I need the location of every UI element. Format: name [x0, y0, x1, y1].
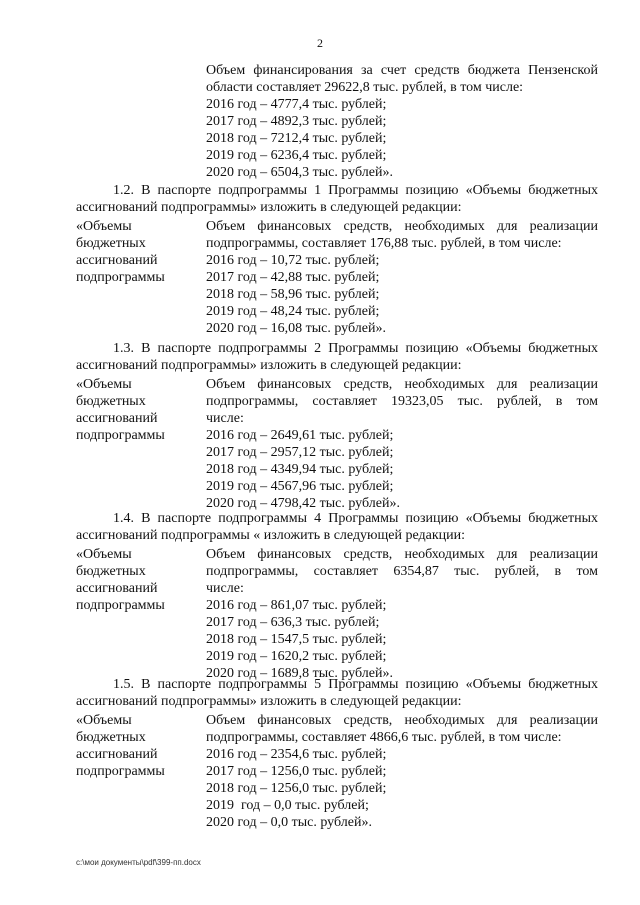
paragraph-line: 1.2. В паспорте подпрограммы 1 Программы позицию «Объемы бюджетных [113, 183, 598, 198]
label-line: бюджетных [76, 564, 146, 579]
paragraph-line: 1.3. В паспорте подпрограммы 2 Программы позицию «Объемы бюджетных [113, 341, 598, 356]
year-line: 2019 год – 4567,96 тыс. рублей; [206, 479, 394, 494]
entry-body [206, 712, 598, 831]
desc-line: Объем финансовых средств, необходимых для реализации [206, 377, 598, 392]
desc-line: числе: [206, 411, 244, 426]
label-line: бюджетных [76, 394, 146, 409]
year-line: 2019 год – 1620,2 тыс. рублей; [206, 649, 387, 664]
label-line: подпрограммы [76, 270, 165, 285]
year-line: 2016 год – 10,72 тыс. рублей; [206, 253, 380, 268]
label-line: «Объемы [76, 377, 132, 392]
year-line: 2017 год – 636,3 тыс. рублей; [206, 615, 380, 630]
label-line: «Объемы [76, 219, 132, 234]
document-file-path: c:\мои документы\pdf\399-пп.docx [76, 858, 201, 867]
year-line: 2020 год – 4798,42 тыс. рублей». [206, 496, 400, 511]
year-line: 2020 год – 1689,8 тыс. рублей». [206, 666, 393, 681]
label-line: бюджетных [76, 236, 146, 251]
year-line: 2019 год – 0,0 тыс. рублей; [206, 798, 369, 813]
intro-year-line: 2019 год – 6236,4 тыс. рублей; [206, 148, 387, 163]
paragraph-line: 1.5. В паспорте подпрограммы 5 Программы позицию «Объемы бюджетных [113, 677, 598, 692]
year-line: 2017 год – 2957,12 тыс. рублей; [206, 445, 394, 460]
desc-line: подпрограммы, составляет 176,88 тыс. рублей, в том числе: [206, 236, 562, 251]
entry-body [206, 218, 598, 337]
desc-line: подпрограммы, составляет 4866,6 тыс. рублей, в том числе: [206, 730, 562, 745]
desc-line: подпрограммы, составляет 6354,87 тыс. рублей, в том [206, 564, 598, 579]
year-line: 2018 год – 1256,0 тыс. рублей; [206, 781, 387, 796]
paragraph-line: ассигнований подпрограммы» изложить в следующей редакции: [76, 200, 462, 215]
label-line: «Объемы [76, 713, 132, 728]
paragraph-line: ассигнований подпрограммы» изложить в следующей редакции: [76, 358, 462, 373]
entry-label [76, 218, 196, 286]
year-line: 2016 год – 861,07 тыс. рублей; [206, 598, 387, 613]
intro-year-line: 2018 год – 7212,4 тыс. рублей; [206, 131, 387, 146]
section-1-2-paragraph [76, 182, 598, 216]
label-line: ассигнований [76, 747, 158, 762]
year-line: 2020 год – 0,0 тыс. рублей». [206, 815, 372, 830]
desc-line: числе: [206, 581, 244, 596]
intro-year-line: 2017 год – 4892,3 тыс. рублей; [206, 114, 387, 129]
label-line: ассигнований [76, 253, 158, 268]
entry-label [76, 712, 196, 780]
desc-line: Объем финансовых средств, необходимых для реализации [206, 713, 598, 728]
year-line: 2018 год – 58,96 тыс. рублей; [206, 287, 380, 302]
paragraph-line: 1.4. В паспорте подпрограммы 4 Программы позицию «Объемы бюджетных [113, 511, 598, 526]
year-line: 2018 год – 4349,94 тыс. рублей; [206, 462, 394, 477]
entry-label [76, 376, 196, 444]
paragraph-line: ассигнований подпрограммы» изложить в следующей редакции: [76, 694, 462, 709]
year-line: 2018 год – 1547,5 тыс. рублей; [206, 632, 387, 647]
page-number: 2 [317, 36, 323, 50]
desc-line: подпрограммы, составляет 19323,05 тыс. рублей, в том [206, 394, 598, 409]
year-line: 2017 год – 1256,0 тыс. рублей; [206, 764, 387, 779]
label-line: ассигнований [76, 581, 158, 596]
entry-label [76, 546, 196, 614]
intro-line: Объем финансирования за счет средств бюджета Пензенской [206, 63, 598, 78]
intro-year-line: 2016 год – 4777,4 тыс. рублей; [206, 97, 387, 112]
year-line: 2019 год – 48,24 тыс. рублей; [206, 304, 380, 319]
paragraph-line: ассигнований подпрограммы « изложить в следующей редакции: [76, 528, 466, 543]
label-line: подпрограммы [76, 598, 165, 613]
year-line: 2017 год – 42,88 тыс. рублей; [206, 270, 380, 285]
year-line: 2020 год – 16,08 тыс. рублей». [206, 321, 386, 336]
intro-line: области составляет 29622,8 тыс. рублей, в том числе: [206, 80, 524, 95]
label-line: «Объемы [76, 547, 132, 562]
section-1-5-paragraph [76, 676, 598, 710]
entry-body [206, 376, 598, 512]
label-line: ассигнований [76, 411, 158, 426]
year-line: 2016 год – 2354,6 тыс. рублей; [206, 747, 387, 762]
label-line: бюджетных [76, 730, 146, 745]
desc-line: Объем финансовых средств, необходимых для реализации [206, 219, 598, 234]
section-1-3-paragraph [76, 340, 598, 374]
year-line: 2016 год – 2649,61 тыс. рублей; [206, 428, 394, 443]
intro-financing-block [206, 62, 598, 181]
label-line: подпрограммы [76, 428, 165, 443]
desc-line: Объем финансовых средств, необходимых для реализации [206, 547, 598, 562]
label-line: подпрограммы [76, 764, 165, 779]
intro-year-line: 2020 год – 6504,3 тыс. рублей». [206, 165, 393, 180]
section-1-4-paragraph [76, 510, 598, 544]
entry-body [206, 546, 598, 682]
